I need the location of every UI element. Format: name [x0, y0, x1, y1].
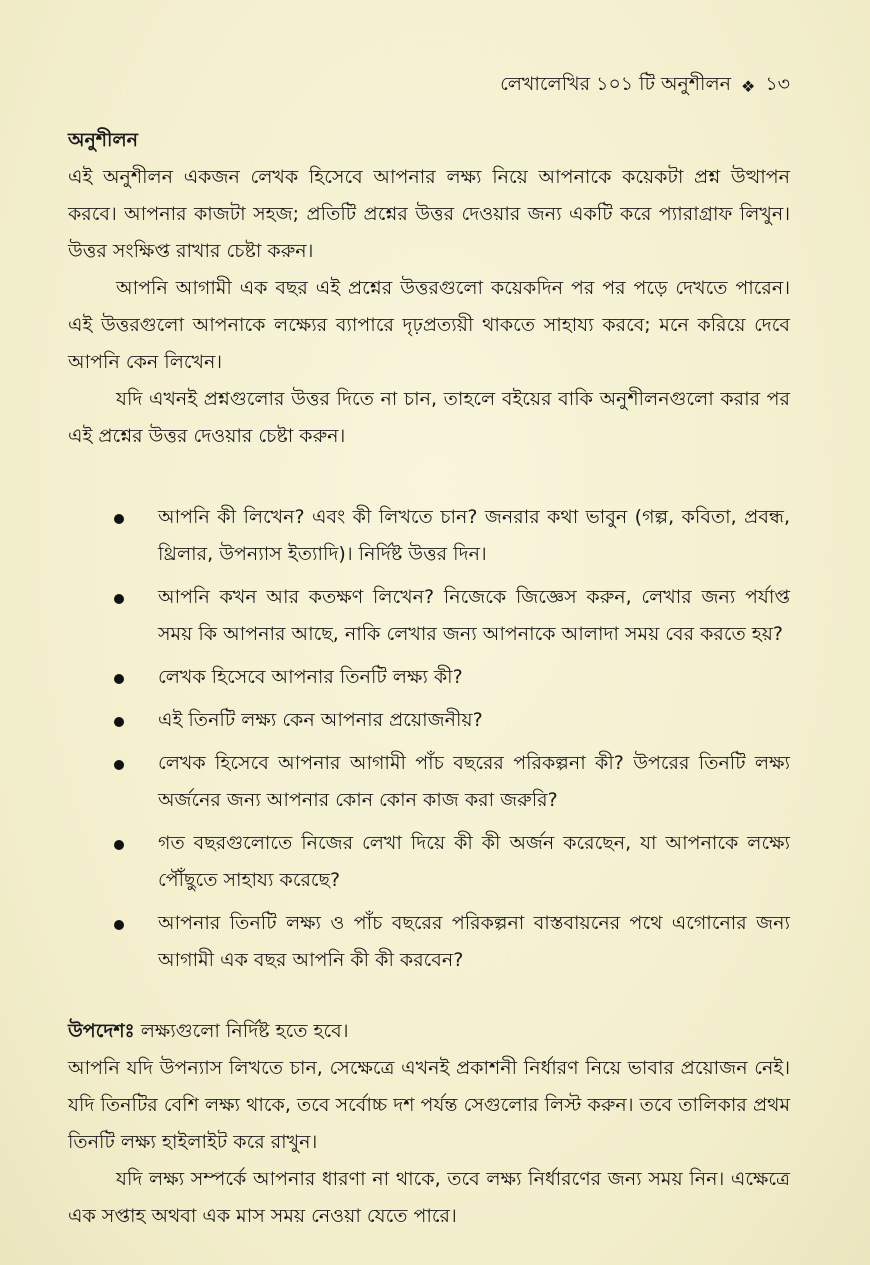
intro-paragraph-3: যদি এখনই প্রশ্নগুলোর উত্তর দিতে না চান, তাহলে বইয়ের বাকি অনুশীলনগুলো করার পর এই প্রশ্নের উত্তর দেওয়ার চেষ্টা করুন।: [68, 388, 790, 447]
advice-heading-text: লক্ষ্যগুলো নির্দিষ্ট হতে হবে।: [140, 1020, 349, 1042]
question-text: আপনার তিনটি লক্ষ্য ও পাঁচ বছরের পরিকল্পনা বাস্তবায়নের পথে এগোনোর জন্য আগামী এক বছর আপনি কী কী করবেন?: [158, 912, 790, 971]
advice-heading: [68, 1013, 790, 1050]
intro-paragraph-1: এই অনুশীলন একজন লেখক হিসেবে আপনার লক্ষ্য নিয়ে আপনাকে কয়েকটা প্রশ্ন উত্থাপন করবে। আপনার কাজটা সহজ; প্রতিটি প্রশ্নের উত্তর দেওয়ার জন্য একটি করে প্যারাগ্রাফ লিখুন। উত্তর সংক্ষিপ্ত রাখার চেষ্টা করুন।: [68, 166, 790, 262]
bullet-icon: [114, 840, 124, 850]
list-item: [68, 579, 790, 653]
bullet-icon: [114, 594, 124, 604]
section-heading: অনুশীলন: [68, 129, 138, 151]
question-text: আপনি কখন আর কতক্ষণ লিখেন? নিজেকে জিজ্ঞেস করুন, লেখার জন্য পর্যাপ্ত সময় কি আপনার আছে, নাকি লেখার জন্য আপনাকে আলাদা সময় বের করতে হয়?: [158, 586, 790, 645]
bullet-icon: [114, 717, 124, 727]
question-text: গত বছরগুলোতে নিজের লেখা দিয়ে কী কী অর্জন করেছেন, যা আপনাকে লক্ষ্যে পৌঁছুতে সাহায্য করেছে?: [158, 832, 790, 891]
question-text: লেখক হিসেবে আপনার তিনটি লক্ষ্য কী?: [158, 666, 463, 688]
bullet-icon: [114, 674, 124, 684]
page-number: ১৩: [765, 73, 790, 95]
intro-paragraph-2: আপনি আগামী এক বছর এই প্রশ্নের উত্তরগুলো কয়েকদিন পর পর পড়ে দেখতে পারেন। এই উত্তরগুলো আপনাকে লক্ষ্যের ব্যাপারে দৃঢ়প্রত্যয়ী থাকতে সাহায্য করবে; মনে করিয়ে দেবে আপনি কেন লিখেন।: [68, 277, 790, 373]
advice-label: উপদেশঃ: [68, 1020, 135, 1042]
running-title: লেখালেখির ১০১ টি অনুশীলন: [500, 73, 731, 95]
question-text: এই তিনটি লক্ষ্য কেন আপনার প্রয়োজনীয়?: [158, 709, 483, 731]
advice-paragraph-1: আপনি যদি উপন্যাস লিখতে চান, সেক্ষেত্রে এখনই প্রকাশনী নির্ধারণ নিয়ে ভাবার প্রয়োজন নেই। যদি তিনটির বেশি লক্ষ্য থাকে, তবে সর্বোচ্চ দশ পর্যন্ত সেগুলোর লিস্ট করুন। তবে তালিকার প্রথম তিনটি লক্ষ্য হাইলাইট করে রাখুন।: [68, 1057, 790, 1153]
question-text: লেখক হিসেবে আপনার আগামী পাঁচ বছরের পরিকল্পনা কী? উপরের তিনটি লক্ষ্য অর্জনের জন্য আপনার কোন কোন কাজ করা জরুরি?: [158, 752, 790, 811]
running-header: [500, 70, 790, 102]
question-list: [68, 499, 790, 979]
list-item: [68, 702, 790, 739]
bullet-icon: [114, 760, 124, 770]
list-item: [68, 825, 790, 899]
question-text: আপনি কী লিখেন? এবং কী লিখতে চান? জনরার কথা ভাবুন (গল্প, কবিতা, প্রবন্ধ, থ্রিলার, উপন্যাস ইত্যাদি)। নির্দিষ্ট উত্তর দিন।: [158, 506, 790, 565]
advice-paragraph-2: যদি লক্ষ্য সম্পর্কে আপনার ধারণা না থাকে, তবে লক্ষ্য নির্ধারণের জন্য সময় নিন। এক্ষেত্রে এক সপ্তাহ অথবা এক মাস সময় নেওয়া যেতে পারে।: [68, 1168, 790, 1227]
page-body: [68, 122, 790, 1235]
list-item: [68, 499, 790, 573]
list-item: [68, 905, 790, 979]
bullet-icon: [114, 920, 124, 930]
list-item: [68, 659, 790, 696]
diamond-ornament-icon: ❖: [740, 76, 756, 96]
list-item: [68, 745, 790, 819]
bullet-icon: [114, 514, 124, 524]
